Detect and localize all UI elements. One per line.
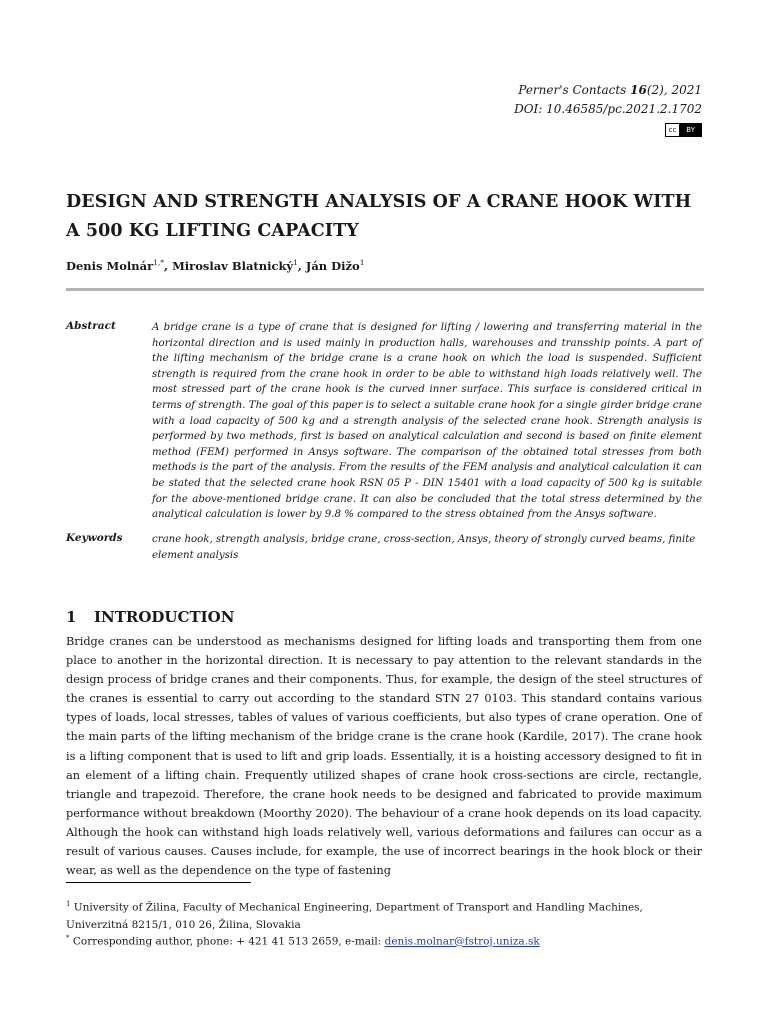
author-name: Denis Molnár [66,258,154,273]
section-heading [66,608,234,626]
author-list [66,258,365,273]
author-separator: , [164,258,173,273]
journal-volume: 16 [630,83,647,97]
email-link[interactable]: denis.molnar@fstroj.uniza.sk [384,935,540,948]
abstract-label: Abstract [66,320,116,332]
header-divider [66,288,704,291]
by-icon: BY [680,124,701,136]
footnote-corresponding-text: Corresponding author, phone: + 421 41 513 2659, e-mail: [69,935,385,948]
author-affiliation-mark: 1,* [153,258,165,267]
footnote-corresponding-author [66,930,706,951]
keywords-label: Keywords [66,532,123,544]
footnote-divider [66,882,251,883]
footnote-mark: 1 [66,900,71,908]
keywords-text: crane hook, strength analysis, bridge crane, cross-section, Ansys, theory of strongly curved beams, finite element analysis [152,534,696,561]
abstract-text: A bridge crane is a type of crane that is designed for lifting / lowering and transferring material in the horizontal direction and is used mainly in production halls, warehouses and transship points. A part of the lifting mechanism of the bridge crane is a crane hook on which the load is suspended. Sufficient strength is required from the crane hook in order to be able to withstand high loads relatively well. The most stressed part of the crane hook is the curved inner surface. This surface is considered critical in terms of strength. The goal of this paper is to select a suitable crane hook for a single girder bridge crane with a load capacity of 500 kg and a strength analysis of the selected crane hook. Strength analysis is performed by two methods, first is based on analytical calculation and second is based on finite element method (FEM) performed in Ansys software. The comparison of the obtained total stresses from both methods is the part of the analysis. From the results of the FEM analysis and analytical calculation it can be stated that the selected crane hook RSN 05 P - DIN 15401 with a load capacity of 500 kg is suitable for the above-mentioned bridge crane. It can also be concluded that the total stress determined by the analytical calculation is lower by 9.8 % compared to the stress obtained from the Ansys software. [152,322,702,521]
author-name: Ján Dižo [305,258,360,273]
footnote-affiliation-text: University of Žilina, Faculty of Mechanical Engineering, Department of Transport and Handling Machines, Univerzitná 8215/1, 010 26, Žilina, Slovakia [66,901,643,931]
paper-title: DESIGN AND STRENGTH ANALYSIS OF A CRANE HOOK WITH A 500 KG LIFTING CAPACITY [66,192,692,241]
footnote-mark: * [66,934,70,942]
cc-icon: cc [666,124,681,136]
section-title: INTRODUCTION [94,608,235,626]
journal-citation [514,81,702,100]
introduction-paragraph: Bridge cranes can be understood as mechanisms designed for lifting loads and transporting them from one place to another in the horizontal direction. It is necessary to pay attention to the relevant standards in the design process of bridge cranes and their components. Thus, for example, the design of the steel structures of the cranes is essential to carry out according to the standard STN 27 0103. This standard contains various types of loads, local stresses, tables of values of various coefficients, but also types of crane operation. One of the main parts of the lifting mechanism of the bridge crane is the crane hook (Kardile, 2017). The crane hook is a lifting component that is used to lift and grip loads. Essentially, it is a hoisting accessory designed to fit in an element of a lifting chain. Frequently utilized shapes of crane hook cross-sections are circle, rectangle, triangle and trapezoid. Therefore, the crane hook needs to be designed and fabricated to provide maximum performance without breakdown (Moorthy 2020). The behaviour of a crane hook depends on its load capacity. Although the hook can withstand high loads relatively well, various deformations and failures can occur as a result of various causes. Causes include, for example, the use of incorrect bearings in the hook block or their wear, as well as the dependence on the type of fastening [66,635,702,878]
author-affiliation-mark: 1 [293,258,298,267]
footnote-affiliation [66,896,706,934]
author-affiliation-mark: 1 [359,258,365,267]
section-number: 1 [66,608,77,626]
journal-doi: DOI: 10.46585/pc.2021.2.1702 [514,102,702,116]
journal-issue-year: (2), 2021 [646,83,702,97]
journal-info [514,81,702,138]
author-separator: , [297,258,306,273]
author-name: Miroslav Blatnický [172,258,294,273]
journal-name: Perner's Contacts [518,83,631,97]
cc-by-license-badge [665,123,702,137]
